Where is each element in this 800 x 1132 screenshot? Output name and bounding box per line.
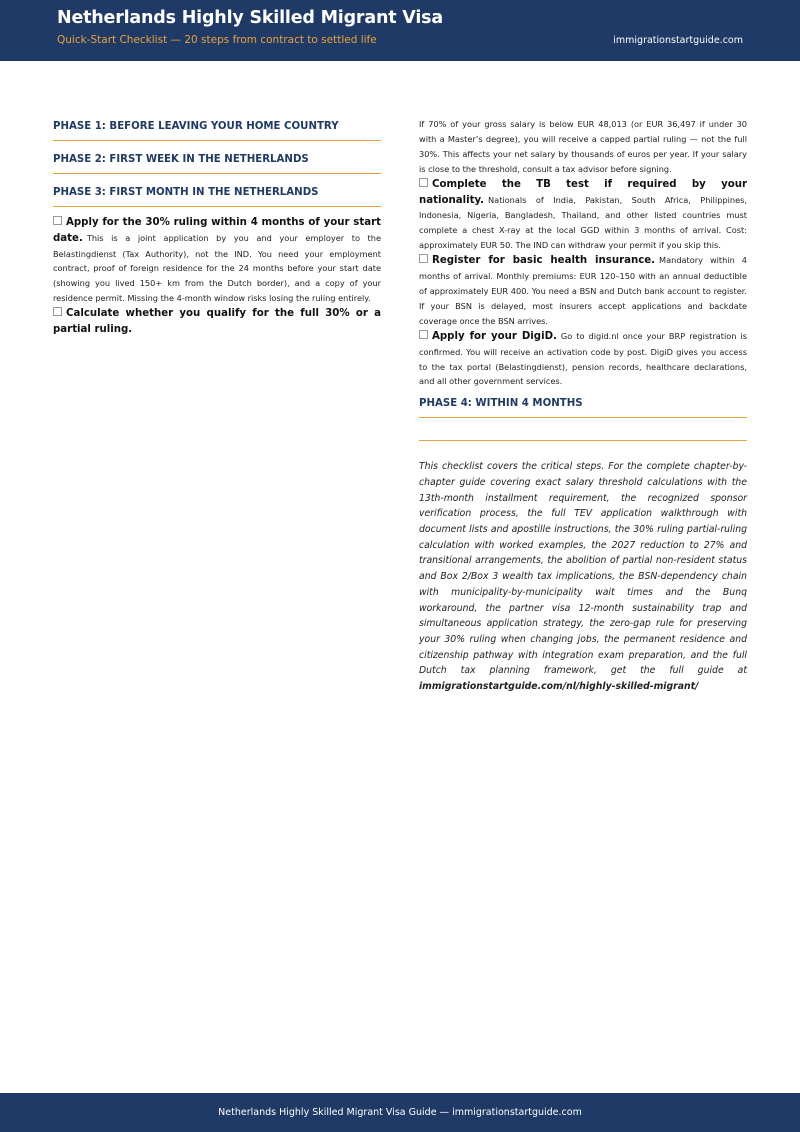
checklist-item <box>53 306 381 338</box>
footer-text: Netherlands Highly Skilled Migrant Visa Guide — immigrationstartguide.com <box>218 1107 582 1118</box>
item-title: Calculate whether you qualify for the full 30% or a partial ruling. <box>53 308 381 336</box>
left-column <box>53 112 381 338</box>
item-title: Apply for the 30% ruling within 4 months of your start date. <box>53 216 381 244</box>
checkbox[interactable] <box>419 178 428 187</box>
closing-note <box>419 440 747 695</box>
item-title: Complete the TB test if required by your nationality. <box>419 178 747 206</box>
footer-bar <box>0 1093 800 1132</box>
checkbox[interactable] <box>53 216 62 225</box>
header-bar <box>0 0 800 61</box>
guide-link[interactable]: immigrationstartguide.com/nl/highly-skilled-migrant/ <box>419 681 699 693</box>
right-column <box>419 117 747 695</box>
item-title: Apply for your DigiD. <box>432 330 557 342</box>
phase-heading: PHASE 3: FIRST MONTH IN THE NETHERLANDS <box>53 182 381 207</box>
item-description: This is a joint application by you and your employer to the Belastingdienst (Tax Authority), not the IND. You need your employment contract, proof of foreign residence for the 24 months before your start date (showing you lived 150+ km from the Dutch border), and a copy of your residence permit. Missing the 4-month window risks losing the ruling entirely. <box>53 232 381 304</box>
phase-3-list-continued <box>419 117 747 389</box>
phase-heading: PHASE 2: FIRST WEEK IN THE NETHERLANDS <box>53 149 381 174</box>
checklist-item <box>53 215 381 306</box>
site-name: immigrationstartguide.com <box>613 35 743 46</box>
item-description: If 70% of your gross salary is below EUR 48,013 (or EUR 36,497 if under 30 with a Master’s degree), you will receive a capped partial ruling — not the full 30%. This affects your net salary by thousands of euros per year. If your salary is close to the threshold, consult a tax advisor before signing. <box>419 119 747 174</box>
checkbox[interactable] <box>419 254 428 263</box>
item-description: Go to digid.nl once your BRP registration is confirmed. You will receive an activation code by post. DigiD gives you access to the tax portal (Belastingdienst), pension records, healthcare declarations, and all other government services. <box>419 330 747 387</box>
checklist-item <box>419 329 747 390</box>
checklist-item <box>419 117 747 177</box>
checkbox[interactable] <box>419 330 428 339</box>
checkbox[interactable] <box>53 307 62 316</box>
page-title: Netherlands Highly Skilled Migrant Visa <box>57 8 443 28</box>
phase-heading: PHASE 1: BEFORE LEAVING YOUR HOME COUNTRY <box>53 116 381 141</box>
item-title: Register for basic health insurance. <box>432 255 656 267</box>
phase-3-list <box>53 215 381 338</box>
phase-heading: PHASE 4: WITHIN 4 MONTHS <box>419 393 747 418</box>
item-description: Mandatory within 4 months of arrival. Monthly premiums: EUR 120–150 with an annual deductible of approximately EUR 400. You need a BSN and Dutch bank account to register. If your BSN is delayed, most insurers accept applications and backdate coverage once the BSN arrives. <box>419 255 747 326</box>
page-subtitle: Quick-Start Checklist — 20 steps from contract to settled life <box>57 34 377 46</box>
closing-text: This checklist covers the critical steps. For the complete chapter-by-chapter guide covering exact salary threshold calculations with the 13th-month installment requirement, the recognized sponsor verification process, the full TEV application walkthrough with document lists and apostille instructions, the 30% ruling partial-ruling calculation with worked examples, the 2027 reduction to 27% and transitional arrangements, the abolition of partial non-resident status and Box 2/Box 3 wealth tax implications, the BSN-dependency chain with municipality-by-municipality wait times and the Bunq workaround, the partner visa 12-month sustainability trap and simultaneous application strategy, the zero-gap rule for preserving your 30% ruling when changing jobs, the permanent residence and citizenship pathway with integration exam preparation, and the full Dutch tax planning framework, get the full guide at <box>419 461 747 677</box>
checklist-item <box>419 177 747 254</box>
checklist-item <box>419 253 747 329</box>
item-description: Nationals of India, Pakistan, South Africa, Philippines, Indonesia, Nigeria, Bangladesh, Thailand, and other listed countries must complete a chest X-ray at the local GGD within 3 months of arrival. Cost: approximately EUR 50. The IND can withdraw your permit if you skip this. <box>419 194 747 251</box>
